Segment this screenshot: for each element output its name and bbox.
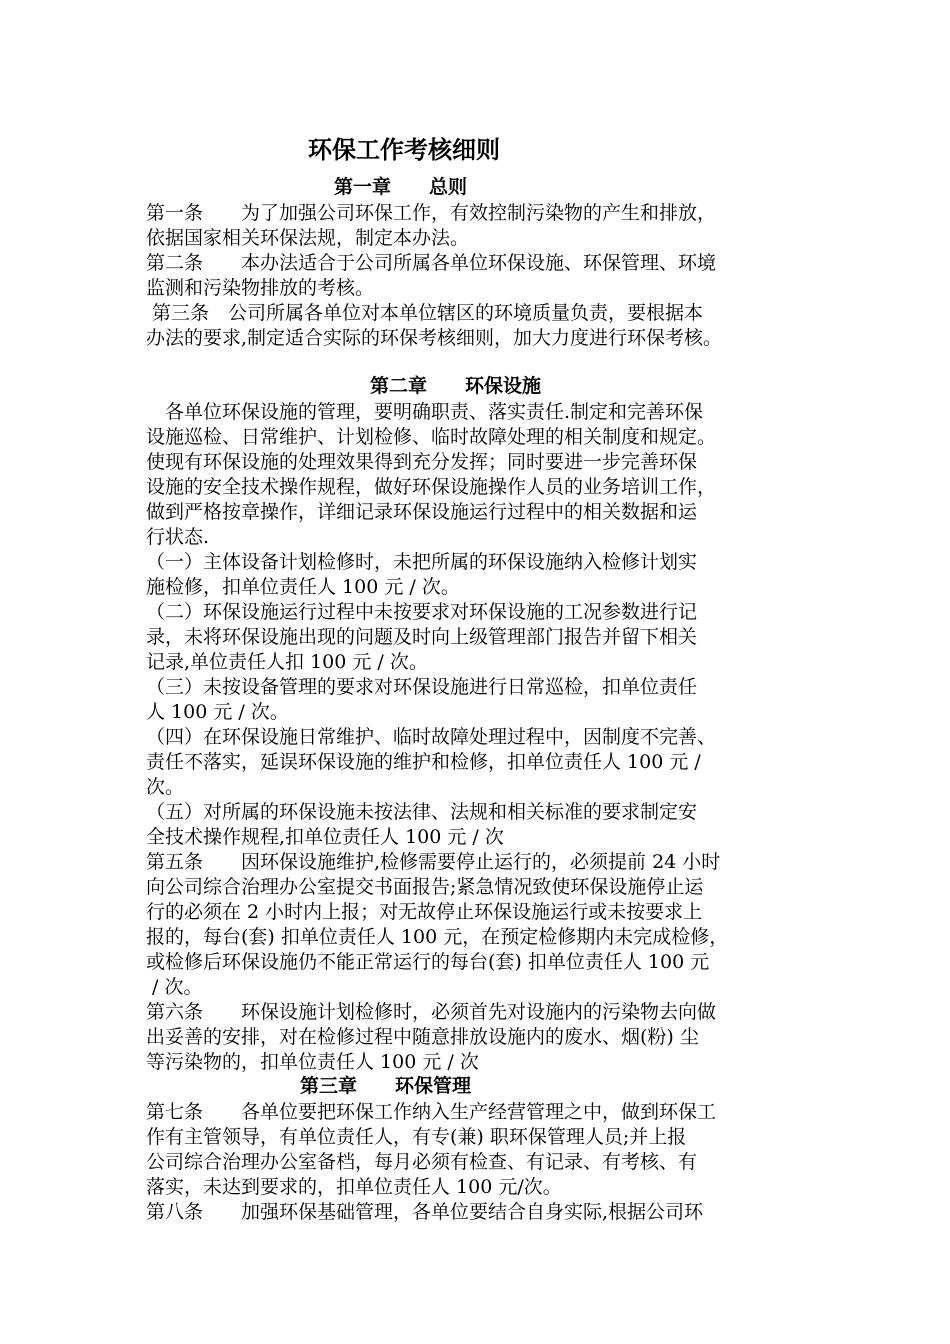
text-line: 行的必须在 2 小时内上报；对无故停止环保设施运行或未按要求上	[146, 901, 703, 923]
text-line: 监测和污染物排放的考核。	[146, 277, 375, 299]
text-line: 第七条 各单位要把环保工作纳入生产经营管理之中，做到环保工	[146, 1101, 717, 1123]
text-line: / 次。	[146, 976, 203, 998]
text-line: 做到严格按章操作，详细记录环保设施运行过程中的相关数据和运	[146, 501, 698, 523]
text-line: 办法的要求,制定适合实际的环保考核细则，加大力度进行环保考核。	[146, 327, 723, 349]
text-line: 人 100 元 / 次。	[146, 701, 289, 723]
text-line: 向公司综合治理办公室提交书面报告;紧急情况致使环保设施停止运	[146, 876, 704, 898]
chapter-1-heading: 第一章 总则	[334, 176, 468, 198]
text-line: 全技术操作规程,扣单位责任人 100 元 / 次	[146, 826, 504, 848]
text-line: （五）对所属的环保设施未按法律、法规和相关标准的要求制定安	[146, 801, 698, 823]
text-line: 第二条 本办法适合于公司所属各单位环保设施、环保管理、环境	[146, 252, 717, 274]
text-line: 等污染物的，扣单位责任人 100 元 / 次	[146, 1051, 479, 1073]
text-line: （一）主体设备计划检修时，未把所属的环保设施纳入检修计划实	[146, 551, 698, 573]
text-line: 各单位环保设施的管理，要明确职责、落实责任.制定和完善环保	[146, 401, 704, 423]
text-line: 第六条 环保设施计划检修时，必须首先对设施内的污染物去向做	[146, 1001, 717, 1023]
chapter-3-heading: 第三章 环保管理	[300, 1075, 472, 1097]
text-line: 或检修后环保设施仍不能正常运行的每台(套) 扣单位责任人 100 元	[146, 951, 710, 973]
text-line: 落实，未达到要求的，扣单位责任人 100 元/次。	[146, 1176, 562, 1198]
text-line: （四）在环保设施日常维护、临时故障处理过程中，因制度不完善、	[146, 726, 717, 748]
text-line: 第一条 为了加强公司环保工作，有效控制污染物的产生和排放，	[146, 202, 717, 224]
text-line: （二）环保设施运行过程中未按要求对环保设施的工况参数进行记	[146, 601, 698, 623]
text-line: 次。	[146, 776, 185, 798]
text-line: 行状态.	[146, 526, 210, 548]
text-line: 第八条 加强环保基础管理，各单位要结合自身实际,根据公司环	[146, 1201, 704, 1223]
text-line: 出妥善的安排，对在检修过程中随意排放设施内的废水、烟(粉) 尘	[146, 1026, 699, 1048]
text-line: 作有主管领导，有单位责任人，有专(兼) 职环保管理人员;并上报	[146, 1126, 687, 1148]
text-line: 使现有环保设施的处理效果得到充分发挥；同时要进一步完善环保	[146, 451, 698, 473]
text-line: 第三条 公司所属各单位对本单位辖区的环境质量负责，要根据本	[146, 302, 704, 324]
text-line: 施检修，扣单位责任人 100 元 / 次。	[146, 576, 460, 598]
text-line: 设施巡检、日常维护、计划检修、临时故障处理的相关制度和规定。	[146, 426, 717, 448]
text-line: 报的，每台(套) 扣单位责任人 100 元，在预定检修期内未完成检修，	[146, 926, 729, 948]
chapter-2-heading: 第二章 环保设施	[370, 375, 542, 397]
text-line: 录，未将环保设施出现的问题及时向上级管理部门报告并留下相关	[146, 626, 698, 648]
document-title: 环保工作考核细则	[308, 136, 500, 164]
text-line: 公司综合治理办公室备档，每月必须有检查、有记录、有考核、有	[146, 1151, 698, 1173]
text-line: 设施的安全技术操作规程，做好环保设施操作人员的业务培训工作，	[146, 476, 717, 498]
text-line: 依据国家相关环保法规，制定本办法。	[146, 227, 470, 249]
text-line: 第五条 因环保设施维护,检修需要停止运行的，必须提前 24 小时	[146, 851, 721, 873]
text-line: （三）未按设备管理的要求对环保设施进行日常巡检，扣单位责任	[146, 676, 698, 698]
text-line: 记录,单位责任人扣 100 元 / 次。	[146, 651, 428, 673]
text-line: 责任不落实，延误环保设施的维护和检修，扣单位责任人 100 元 /	[146, 751, 701, 773]
